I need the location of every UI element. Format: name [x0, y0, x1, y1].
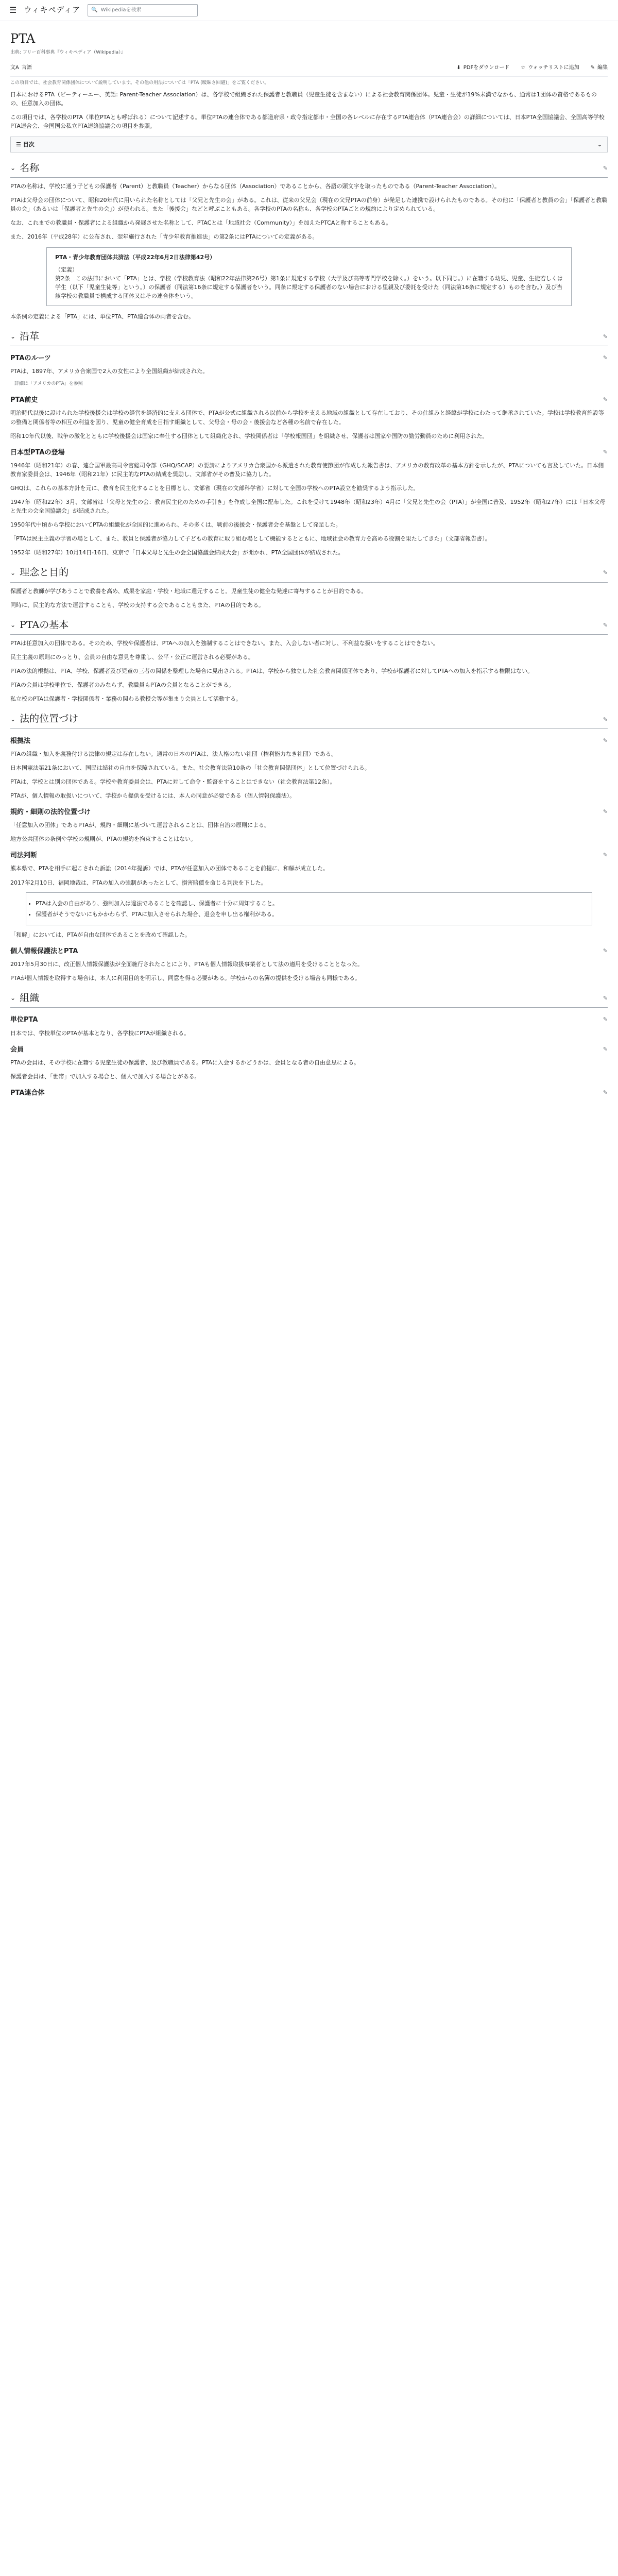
site-logo[interactable]: ウィキペディア: [24, 5, 81, 15]
section-heading-history[interactable]: ⌄ 沿革 ✎: [10, 329, 608, 346]
quote-title: PTA・青少年教育団体共済法（平成22年6月2日法律第42号）: [55, 254, 216, 261]
paragraph: 「PTAは民主主義の学習の場として、また、教員と保護者が協力して子どもの教育に取り組む場として機能するとともに、地域社会の教育力を高める役割を果たしてきた」（文部省報告書）。: [10, 535, 491, 543]
page-title: PTA: [10, 31, 36, 46]
paragraph: 熊本県で、PTAを相手に起こされた訴訟（2014年提訴）では、PTAが任意加入の団体であることを前提に、和解が成立した。: [10, 865, 329, 872]
paragraph: PTAは、学校とは別の団体である。学校や教育委員会は、PTAに対して命令・監督をすることはできない（社会教育法第12条）。: [10, 778, 336, 785]
chevron-down-icon: ⌄: [10, 569, 16, 577]
page-actions: [10, 62, 608, 77]
edit-button[interactable]: ✎ 編集: [590, 65, 608, 71]
subsection-heading: 個人情報保護法とPTA ✎: [10, 946, 608, 957]
intro-paragraph: この項目では、各学校のPTA（単位PTAとも呼ばれる）について記述する。単位PTAの連合体である都道府県・政令指定都市・全国の各レベルに存在するPTA連合体（PTA連合会）の詳細については、日本PTA全国協議会、全国高等学校PTA連合会、全国国公私立PTA連絡協議会の項目を参照。: [10, 113, 605, 129]
section-heading-philosophy[interactable]: ⌄ 理念と目的 ✎: [10, 565, 608, 582]
edit-section-icon[interactable]: ✎: [603, 947, 608, 954]
paragraph: また、2016年（平成28年）に公布され、翌年施行された「青少年教育推進法」の第2条にはPTAについての定義がある。: [10, 233, 318, 241]
paragraph: PTAが個人情報を取得する場合は、本人に利用目的を明示し、同意を得る必要がある。学校からの名簿の提供を受ける場合も同様である。: [10, 974, 361, 981]
edit-section-icon[interactable]: ✎: [603, 621, 608, 629]
chevron-down-icon: ⌄: [10, 333, 16, 341]
subsection-heading: 規約・細則の法的位置づけ ✎: [10, 807, 608, 818]
search-input[interactable]: 🔍 Wikipediaを検索: [88, 4, 198, 16]
edit-section-icon[interactable]: ✎: [603, 808, 608, 816]
quote-body: 第2条 この法律において「PTA」とは、学校（学校教育法（昭和22年法律第26号）第1条に規定する学校（大学及び高等専門学校を除く。）をいう。以下同じ。）に在籍する幼児、児童、生徒若しくは学生（以下「児童生徒等」という。）の保護者（同法第16条に規定する保護者をいう。同条に規定する保護者のない場合における里親及び委託を受けた（同法第16条に規定する）ものを含む。）及び当該学校の教職員で構成する団体又はその連合体をいう。: [55, 275, 563, 299]
paragraph: 本条例の定義による「PTA」には、単位PTA、PTA連合体の両者を含む。: [10, 313, 195, 320]
chevron-down-icon: ⌄: [10, 994, 16, 1002]
pencil-icon: ✎: [590, 65, 595, 71]
edit-section-icon[interactable]: ✎: [603, 852, 608, 859]
paragraph: 「任意加入の団体」であるPTAが、規約・細則に基づいて運営されることは、団体自治の原則による。: [10, 822, 270, 829]
paragraph: 2017年2月10日、福岡地裁は、PTAの加入の強制があったとして、損害賠償を命じる判決を下した。: [10, 879, 267, 886]
section-heading-name[interactable]: ⌄ 名称 ✎: [10, 161, 608, 178]
paragraph: PTAの名称は、学校に通う子どもの保護者（Parent）と教職員（Teacher）からなる団体（Association）であることから、各語の頭文字を取ったものである（Parent-Teacher Association）。: [10, 183, 501, 190]
paragraph: 同時に、民主的な方法で運営することも、学校の支持する会であることもまた、PTAの目的である。: [10, 601, 265, 608]
content: [0, 29, 618, 1098]
paragraph: なお、これまでの教職員・保護者による組織から発展させた名称として、PTACとは「地域社会（Community）」を加えたPTCAと称することもある。: [10, 219, 392, 227]
subsection-heading: 司法判断 ✎: [10, 851, 608, 861]
edit-section-icon[interactable]: ✎: [603, 995, 608, 1002]
tagline: 出典: フリー百科事典『ウィキペディア（Wikipedia）』: [10, 50, 126, 56]
paragraph: PTAの法的根拠は、PTA、学校、保護者及び児童の三者の関係を整理した場合に見出される。PTAは、学校から独立した社会教育関係団体であり、学校が保護者に対してPTAへの加入を指示する権限はない。: [10, 668, 534, 675]
chevron-down-icon: ⌄: [10, 621, 16, 629]
list-item: • PTAは入会の自由があり、強制加入は違法であることを確認し、保護者に十分に周知すること。: [36, 899, 582, 908]
paragraph: GHQは、これらの基本方針を元に、教育を民主化することを目標とし、文部省（現在の文部科学省）に対して全国の学校へのPTA設立を勧奨するよう指示した。: [10, 484, 419, 492]
paragraph: 1952年（昭和27年）10月14日-16日、東京で「日本父母と先生の会全国協議会結成大会」が開かれ、PTA全国団体が結成された。: [10, 549, 344, 556]
paragraph: 民主主義の原則にのっとり、会員の自由な意見を尊重し、公平・公正に運営される必要がある。: [10, 654, 254, 661]
edit-section-icon[interactable]: ✎: [603, 1089, 608, 1096]
paragraph: PTAは父母会の団体について、昭和20年代に用いられた名称としては「父兄と先生の会」がある。これは、従来の父兄会（現在の父兄PTAの前身）が発足した連携で設けられたものである。その他に「保護者と教員の会」「保護者と教職員の会」（あるいは「保護者と先生の会」）が使われる。また「後援会」などと呼ぶこともある。各学校のPTAの名称も、各学校のPTAごとの規約により定められている。: [10, 197, 608, 213]
subsection-heading: 会員 ✎: [10, 1045, 608, 1055]
chevron-down-icon: ⌄: [10, 715, 16, 723]
paragraph: 昭和10年代以後、戦争の激化とともに学校後援会は国家に奉仕する団体として組織化され、学校関係者は「学校報国団」を組織させ、保護者は国家や国防の勤労動員のために利用された。: [10, 432, 488, 439]
paragraph: 明治時代以後に設けられた学校後援会は学校の経営を経済的に支える団体で、PTAが公式に組織される以前から学校を支える地域の組織として存在しており、その仕組みと経緯が学校にわたって継承されていた。学校は学校教育施設等の整備と関係者等の相互の利益を図り、児童の健全育成を目指す組織として、父母会・母の会・後援会など各種の名前で存在した。: [10, 410, 604, 426]
translate-icon: 文A: [10, 65, 19, 71]
edit-section-icon[interactable]: ✎: [603, 448, 608, 455]
paragraph: 1950年代中頃から学校においてPTAの組織化が全国的に進められ、その多くは、戦前の後援会・保護者会を基盤として発足した。: [10, 521, 341, 528]
search-icon: 🔍: [91, 7, 98, 13]
paragraph: 2017年5月30日に、改正個人情報保護法が全面施行されたことにより、PTAも個人情報取扱事業者として法の適用を受けることとなった。: [10, 960, 364, 968]
menu-icon[interactable]: ☰: [9, 5, 17, 15]
edit-section-icon[interactable]: ✎: [603, 354, 608, 362]
chevron-down-icon: ⌄: [597, 141, 602, 148]
paragraph: 保護者と教師が学びあうことで教養を高め、成果を家庭・学校・地域に還元すること。児童生徒の健全な発達に寄与することが目的である。: [10, 587, 367, 595]
subsection-heading: PTAのルーツ ✎: [10, 353, 608, 364]
see-also-note: 詳細は「アメリカのPTA」を参照: [14, 381, 83, 387]
law-quote: [46, 247, 572, 306]
paragraph: PTAの組織・加入を義務付ける法律の規定は存在しない。通常の日本のPTAは、法人格のない社団（権利能力なき社団）である。: [10, 750, 337, 757]
paragraph: 1946年（昭和21年）の春、連合国軍最高司令官総司令部（GHQ/SCAP）の要請によりアメリカ合衆国から派遣された教育使節団が作成した報告書は、アメリカの教育改革の基本方針を示したが、PTAについても言及していた。日本側教育家委員会は、1946年（昭和21年）に民主的なPTAの結成を奨励し、文部省がその普及に協力した。: [10, 462, 604, 478]
paragraph: 「和解」においては、PTAが自由な団体であることを改めて確認した。: [10, 931, 191, 938]
quote-subtitle: （定義）: [55, 266, 78, 273]
paragraph: PTAの会員は学校単位で、保護者のみならず、教職員もPTAの会員となることができる。: [10, 682, 234, 689]
edit-section-icon[interactable]: ✎: [603, 1045, 608, 1053]
paragraph: 私立校のPTAは保護者・学校関係者・業務の関わる教授会等が集まり会員として活動する。: [10, 696, 242, 703]
paragraph: 日本では、学校単位のPTAが基本となり、各学校にPTAが組織される。: [10, 1029, 190, 1037]
section-heading-organization[interactable]: ⌄ 組織 ✎: [10, 991, 608, 1008]
paragraph: 地方公共団体の条例や学校の規則が、PTAの規約を拘束することはない。: [10, 836, 197, 843]
section-heading-legal[interactable]: ⌄ 法的位置づけ ✎: [10, 711, 608, 728]
list-icon: ☰: [16, 141, 23, 148]
paragraph: PTAが、個人情報の取扱いについて、学校から提供を受けるには、本人の同意が必要である（個人情報保護法）。: [10, 792, 296, 800]
paragraph: 1947年（昭和22年）3月、文部省は「父母と先生の会：教育民主化のための手引き」を作成し全国に配布した。これを受けて1948年（昭和23年）4月に「父兄と先生の会（PTA）」が全国に普及、1952年（昭和27年）には「日本父母と先生の会全国協議会」が結成された。: [10, 498, 606, 514]
watchlist-button[interactable]: ☆ ウォッチリストに追加: [521, 65, 579, 71]
language-button[interactable]: 文A 言語: [10, 65, 32, 71]
paragraph: PTAの会員は、その学校に在籍する児童生徒の保護者、及び教職員である。PTAに入会するかどうかは、会員となる者の自由意思による。: [10, 1059, 360, 1066]
edit-section-icon[interactable]: ✎: [603, 1016, 608, 1023]
edit-section-icon[interactable]: ✎: [603, 396, 608, 403]
paragraph: PTAは、1897年、アメリカ合衆国で2人の女性により全国組織が結成された。: [10, 368, 209, 375]
edit-section-icon[interactable]: ✎: [603, 164, 608, 172]
settlement-terms-box: [26, 892, 592, 925]
subsection-heading: 日本型PTAの登場 ✎: [10, 448, 608, 458]
chevron-down-icon: ⌄: [10, 164, 16, 172]
star-icon: ☆: [521, 65, 526, 71]
download-icon: ⬇: [456, 65, 461, 71]
edit-section-icon[interactable]: ✎: [603, 737, 608, 744]
edit-section-icon[interactable]: ✎: [603, 569, 608, 577]
list-item: • 保護者がそうでないにもかかわらず、PTAに加入させられた場合、退会を申し出る権利がある。: [36, 910, 582, 919]
top-bar: [0, 0, 618, 21]
intro-paragraph: 日本におけるPTA（ピーティーエー、英語: Parent-Teacher Association）は、各学校で組織された保護者と教職員（児童生徒を含まない）による社会教育関係団体。児童・生徒が19%未満でなかも、通常は1団体の資格であるものの、任意加入の団体。: [10, 91, 597, 107]
edit-section-icon[interactable]: ✎: [603, 716, 608, 723]
subsection-heading: PTA連合体 ✎: [10, 1088, 608, 1098]
pdf-download-button[interactable]: ⬇ PDFをダウンロード: [456, 65, 510, 71]
subsection-heading: 根拠法 ✎: [10, 736, 608, 747]
section-heading-basics[interactable]: ⌄ PTAの基本 ✎: [10, 618, 608, 635]
subsection-heading: 単位PTA ✎: [10, 1015, 608, 1025]
hatnote: この項目では、社会教育関係団体について説明しています。その他の用法については「PTA (曖昧さ回避)」をご覧ください。: [10, 80, 269, 86]
paragraph: PTAは任意加入の団体である。そのため、学校や保護者は、PTAへの加入を強制することはできない。また、入会しない者に対し、不利益な扱いをすることはできない。: [10, 640, 439, 647]
subsection-heading: PTA前史 ✎: [10, 395, 608, 405]
edit-section-icon[interactable]: ✎: [603, 333, 608, 340]
paragraph: 日本国憲法第21条において、国民は結社の自由を保障されている。また、社会教育法第10条の「社会教育関係団体」として位置づけられる。: [10, 764, 370, 771]
table-of-contents[interactable]: ☰ 目次 ⌄: [10, 137, 608, 152]
paragraph: 保護者会員は、「世帯」で加入する場合と、個人で加入する場合とがある。: [10, 1073, 200, 1080]
